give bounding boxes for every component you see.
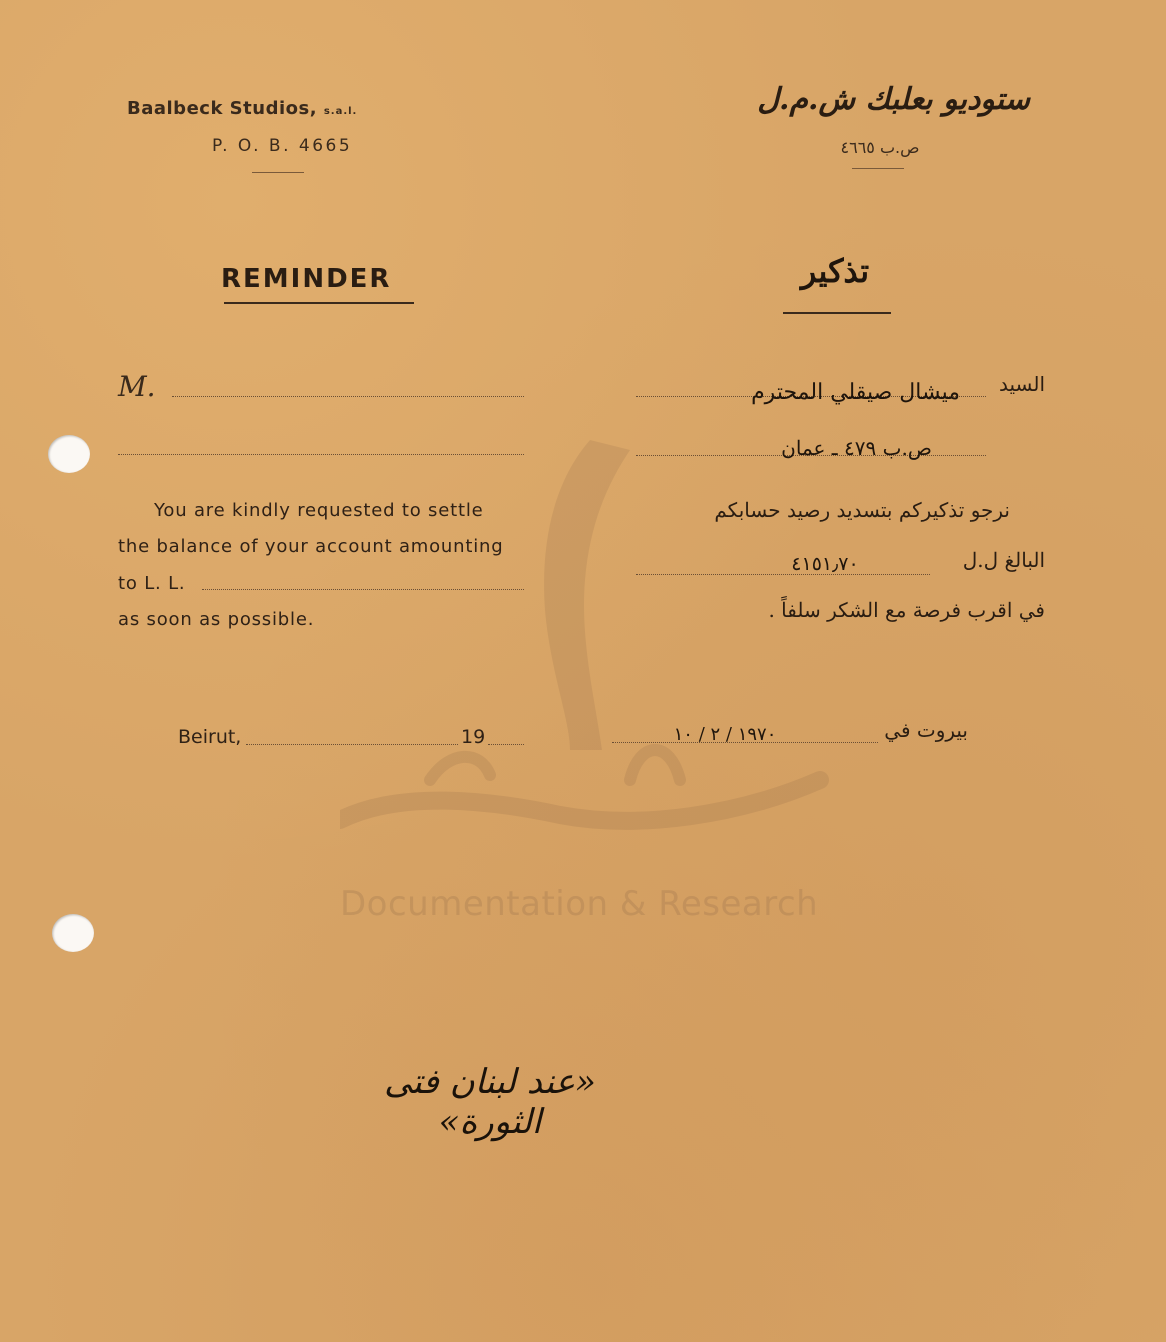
punch-hole-bottom bbox=[52, 914, 94, 952]
recipient-name: ميشال صيقلي المحترم bbox=[751, 380, 960, 405]
place-en: Beirut, bbox=[178, 726, 242, 748]
body-en-line-3: to L. L. bbox=[118, 573, 186, 594]
body-en-line-1: You are kindly requested to settle bbox=[154, 500, 484, 521]
place-ar: بيروت في bbox=[884, 718, 968, 742]
amount-value: ٤١٥١٫٧٠ bbox=[791, 553, 859, 575]
body-ar-line-1: نرجو تذكيركم بتسديد رصيد حسابكم bbox=[714, 498, 1010, 522]
pob-ar: ص.ب ٤٦٦٥ bbox=[840, 138, 920, 157]
pob-en: P. O. B. 4665 bbox=[212, 136, 353, 156]
body-ar-line-3: في اقرب فرصة مع الشكر سلفاً . bbox=[768, 598, 1045, 622]
handwritten-note: «عند لبنان فتى الثورة» bbox=[384, 1062, 596, 1142]
company-name-ar: ستوديو بعلبك ش.م.ل bbox=[757, 82, 1030, 117]
title-ar-underline bbox=[783, 312, 891, 314]
company-legal-suffix: s.a.l. bbox=[323, 106, 358, 117]
date-value: ١٩٧٠ / ٢ / ١٠ bbox=[673, 724, 777, 745]
letterhead-divider-en bbox=[252, 172, 304, 173]
title-en-underline bbox=[224, 302, 414, 304]
title-ar: تذكير bbox=[800, 252, 870, 290]
company-name-en-text: Baalbeck Studios, bbox=[127, 98, 318, 119]
body-en-line-2: the balance of your account amounting bbox=[118, 536, 504, 557]
name-line-en bbox=[172, 396, 524, 397]
amount-line-en bbox=[202, 589, 524, 590]
body-en-line-4: as soon as possible. bbox=[118, 609, 315, 630]
date-line-en bbox=[246, 744, 458, 745]
address-line-en bbox=[118, 454, 524, 455]
year-line-en bbox=[488, 744, 524, 745]
salutation-en: M. bbox=[118, 370, 156, 403]
company-name-en bbox=[127, 98, 357, 119]
title-en: REMINDER bbox=[221, 264, 392, 294]
body-ar-line-2: البالغ ل.ل bbox=[962, 548, 1045, 572]
watermark-logo bbox=[340, 420, 830, 890]
recipient-address: ص.ب ٤٧٩ ـ عمان bbox=[781, 436, 932, 460]
salutation-ar: السيد bbox=[998, 372, 1045, 396]
year-prefix-en: 19 bbox=[461, 726, 486, 748]
watermark-text: Documentation & Research bbox=[340, 884, 819, 924]
punch-hole-top bbox=[48, 435, 90, 473]
letterhead-divider-ar bbox=[852, 168, 904, 169]
